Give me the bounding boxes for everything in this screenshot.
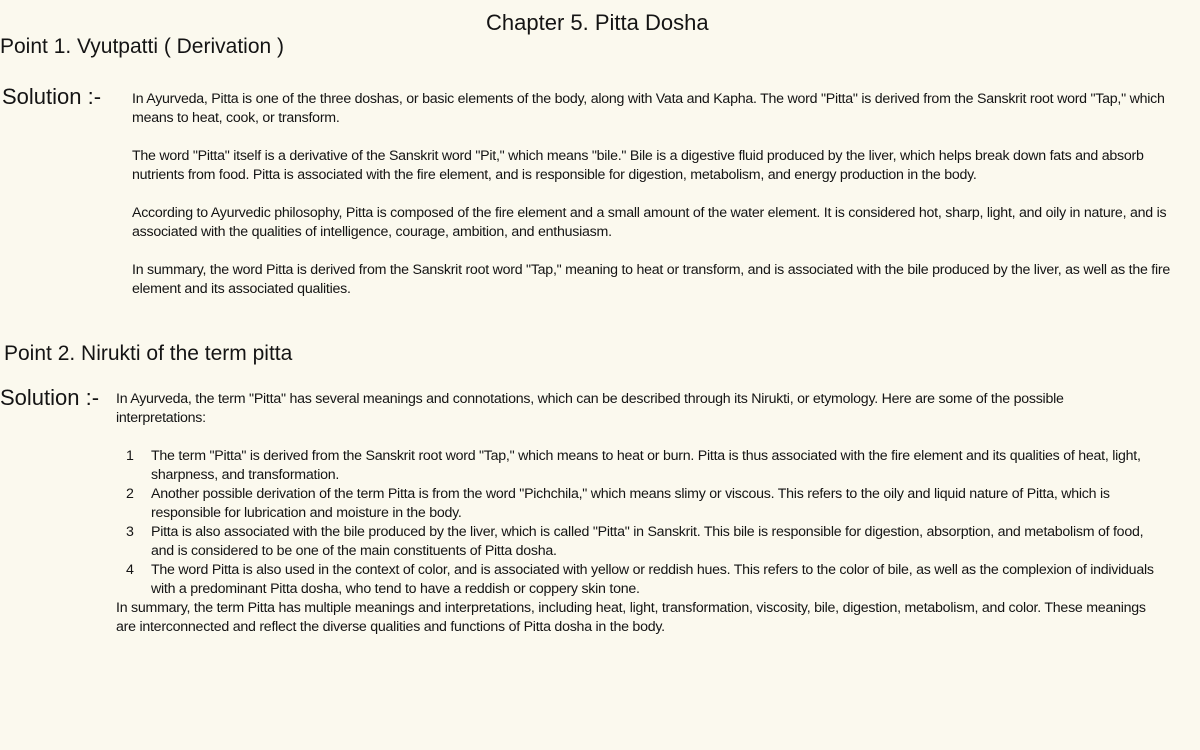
list-item-text: Another possible derivation of the term Pitta is from the word "Pichchila," which means slimy or viscous. This refers to the oily and liquid nature of Pitta, which is responsible for lubrication and moisture in the body. [151, 486, 1110, 521]
point2-heading: Point 2. Nirukti of the term pitta [4, 342, 293, 365]
point2-intro: In Ayurveda, the term "Pitta" has several meanings and connotations, which can be described through its Nirukti, or etymology. Here are some of the possible interpretations: [116, 391, 1064, 426]
list-item-text: The word Pitta is also used in the context of color, and is associated with yellow or reddish hues. This refers to the color of bile, as well as the complexion of individuals with a predominant Pitta dosha, who tend to have a reddish or coppery skin tone. [151, 562, 1154, 597]
point2-summary: In summary, the term Pitta has multiple meanings and interpretations, including heat, light, transformation, viscosity, bile, digestion, metabolism, and color. These meanings are interconnected and reflect the diverse qualities and functions of Pitta dosha in the body. [116, 600, 1146, 635]
list-item-number: 3 [126, 524, 134, 540]
point1-solution-label: Solution :- [2, 84, 102, 109]
point2-solution-label: Solution :- [0, 385, 100, 410]
list-item [116, 523, 1156, 561]
list-item [116, 561, 1156, 599]
point1-heading: Point 1. Vyutpatti ( Derivation ) [0, 35, 285, 58]
list-item-number: 1 [126, 448, 134, 464]
list-item-number: 4 [126, 562, 134, 578]
point1-solution-text [132, 90, 1184, 318]
interpretation-list [116, 447, 1156, 599]
list-item [116, 485, 1156, 523]
point1-paragraph: In Ayurveda, Pitta is one of the three doshas, or basic elements of the body, along with Vata and Kapha. The word "Pitta" is derived from the Sanskrit root word "Tap," which means to heat, cook, or transform. [132, 91, 1165, 126]
point1-paragraph: The word "Pitta" itself is a derivative of the Sanskrit word "Pit," which means "bile." Bile is a digestive fluid produced by the liver, which helps break down fats and absorb nutrients from food. Pitta is associated with the fire element, and is responsible for digestion, metabolism, and energy production in the body. [132, 148, 1144, 183]
list-item-text: Pitta is also associated with the bile produced by the liver, which is called "Pitta" in Sanskrit. This bile is responsible for digestion, absorption, and metabolism of food, and is considered to be one of the main constituents of Pitta dosha. [151, 524, 1144, 559]
point2-solution-text [116, 390, 1156, 637]
point1-paragraph: According to Ayurvedic philosophy, Pitta is composed of the fire element and a small amount of the water element. It is considered hot, sharp, light, and oily in nature, and is associated with the qualities of intelligence, courage, ambition, and enthusiasm. [132, 205, 1167, 240]
list-item-number: 2 [126, 486, 134, 502]
point1-paragraph: In summary, the word Pitta is derived from the Sanskrit root word "Tap," meaning to heat or transform, and is associated with the bile produced by the liver, as well as the fire element and its associated qualities. [132, 262, 1171, 297]
list-item-text: The term "Pitta" is derived from the Sanskrit root word "Tap," which means to heat or burn. Pitta is thus associated with the fire element and its qualities of heat, light, sharpness, and transformation. [151, 448, 1141, 483]
chapter-title: Chapter 5. Pitta Dosha [486, 10, 709, 35]
list-item [116, 447, 1156, 485]
